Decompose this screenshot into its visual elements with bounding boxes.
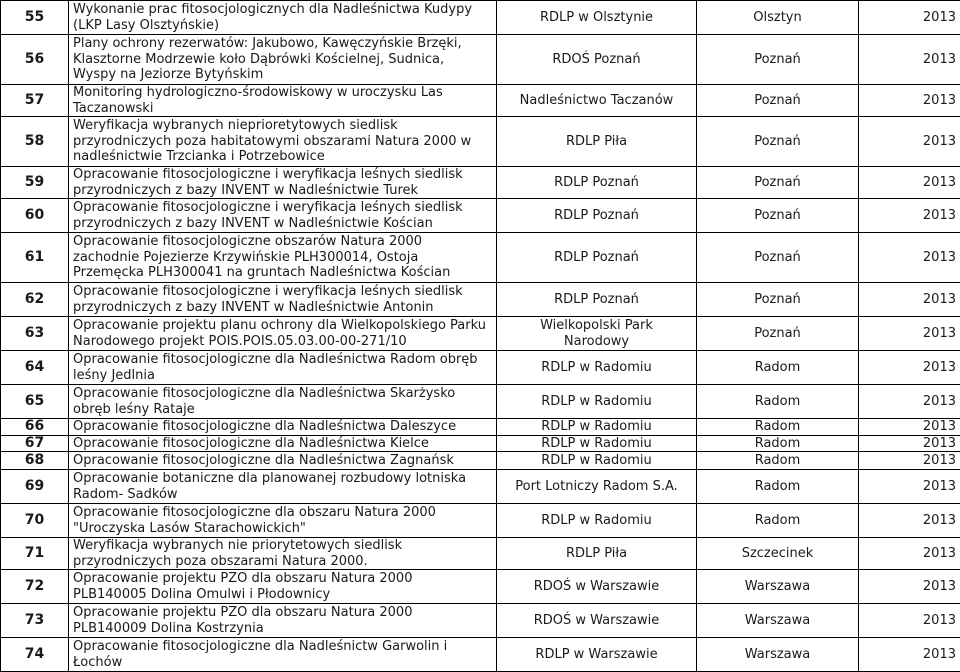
description-line: przyrodniczych poza obszarami Natura 2000. <box>73 554 492 570</box>
project-year: 2013 <box>859 419 960 436</box>
table-row <box>1 351 960 385</box>
description-line: Klasztorne Modrzewie koło Dąbrówki Kościelnej, Sudnica, <box>73 52 492 68</box>
client-name: RDLP w Radomiu <box>497 504 697 538</box>
city-name: Warszawa <box>697 604 859 638</box>
client-name: RDLP Poznań <box>497 233 697 283</box>
city-name: Radom <box>697 452 859 470</box>
description-line: Wyspy na Jeziorze Bytyńskim <box>73 67 492 83</box>
project-description <box>69 504 497 538</box>
project-description <box>69 283 497 317</box>
project-description <box>69 470 497 504</box>
project-description <box>69 570 497 604</box>
project-description <box>69 1 497 35</box>
description-line: Opracowanie fitosocjologiczne dla Nadleśnictwa Radom obręb <box>73 352 492 368</box>
table-row <box>1 604 960 638</box>
project-year: 2013 <box>859 504 960 538</box>
project-description <box>69 117 497 167</box>
project-description <box>69 351 497 385</box>
description-line: Opracowanie fitosocjologiczne dla Nadleśnictwa Skarżysko <box>73 386 492 402</box>
client-name: RDLP w Warszawie <box>497 638 697 672</box>
project-year: 2013 <box>859 317 960 351</box>
project-year: 2013 <box>859 570 960 604</box>
description-line: przyrodniczych z bazy INVENT w Nadleśnictwie Kościan <box>73 216 492 232</box>
description-line: Opracowanie fitosocjologiczne i weryfikacja leśnych siedlisk <box>73 167 492 183</box>
table-row <box>1 199 960 233</box>
client-name: Nadleśnictwo Taczanów <box>497 85 697 117</box>
description-line: nadleśnictwie Trzcianka i Potrzebowice <box>73 149 492 165</box>
description-line: Plany ochrony rezerwatów: Jakubowo, Kawęczyńskie Brzęki, <box>73 36 492 52</box>
city-name: Radom <box>697 385 859 419</box>
city-name: Poznań <box>697 283 859 317</box>
project-description <box>69 435 497 452</box>
project-year: 2013 <box>859 385 960 419</box>
row-number: 61 <box>1 233 69 283</box>
table-row <box>1 117 960 167</box>
city-name: Radom <box>697 470 859 504</box>
project-year: 2013 <box>859 351 960 385</box>
client-name: RDLP Poznań <box>497 283 697 317</box>
city-name: Poznań <box>697 117 859 167</box>
row-number: 57 <box>1 85 69 117</box>
project-description <box>69 199 497 233</box>
description-line: Taczanowski <box>73 101 492 117</box>
description-line: Opracowanie projektu PZO dla obszaru Natura 2000 <box>73 571 492 587</box>
project-description <box>69 538 497 570</box>
description-line: Opracowanie projektu PZO dla obszaru Natura 2000 <box>73 605 492 621</box>
project-year: 2013 <box>859 35 960 85</box>
client-line: Wielkopolski Park <box>501 318 692 334</box>
description-line: Opracowanie fitosocjologiczne i weryfikacja leśnych siedlisk <box>73 284 492 300</box>
project-description <box>69 317 497 351</box>
row-number: 73 <box>1 604 69 638</box>
row-number: 65 <box>1 385 69 419</box>
description-line: Opracowanie projektu planu ochrony dla Wielkopolskiego Parku <box>73 318 492 334</box>
table-row <box>1 452 960 470</box>
description-line: Przemęcka PLH300041 na gruntach Nadleśnictwa Kościan <box>73 265 492 281</box>
client-name: RDLP w Olsztynie <box>497 1 697 35</box>
description-line: Łochów <box>73 655 492 671</box>
client-name: RDLP w Radomiu <box>497 385 697 419</box>
client-name: Port Lotniczy Radom S.A. <box>497 470 697 504</box>
project-description <box>69 385 497 419</box>
table-row <box>1 538 960 570</box>
project-year: 2013 <box>859 85 960 117</box>
description-line: Opracowanie fitosocjologiczne obszarów Natura 2000 <box>73 234 492 250</box>
table-row <box>1 317 960 351</box>
table-row <box>1 504 960 538</box>
project-description <box>69 638 497 672</box>
row-number: 63 <box>1 317 69 351</box>
row-number: 67 <box>1 435 69 452</box>
row-number: 69 <box>1 470 69 504</box>
row-number: 62 <box>1 283 69 317</box>
table-row <box>1 1 960 35</box>
project-description <box>69 233 497 283</box>
description-line: Opracowanie fitosocjologiczne dla Nadleśnictwa Daleszyce <box>73 419 492 435</box>
table-row <box>1 419 960 436</box>
table-row <box>1 283 960 317</box>
project-description <box>69 85 497 117</box>
row-number: 55 <box>1 1 69 35</box>
city-name: Olsztyn <box>697 1 859 35</box>
row-number: 74 <box>1 638 69 672</box>
city-name: Poznań <box>697 85 859 117</box>
project-description <box>69 419 497 436</box>
description-line: Radom- Sadków <box>73 487 492 503</box>
city-name: Szczecinek <box>697 538 859 570</box>
table-row <box>1 435 960 452</box>
table-row <box>1 233 960 283</box>
client-name: RDLP Piła <box>497 538 697 570</box>
client-name: RDOŚ w Warszawie <box>497 604 697 638</box>
client-name: RDLP Poznań <box>497 167 697 199</box>
client-line: Narodowy <box>501 334 692 350</box>
description-line: Opracowanie botaniczne dla planowanej rozbudowy lotniska <box>73 471 492 487</box>
project-year: 2013 <box>859 233 960 283</box>
table-row <box>1 638 960 672</box>
description-line: obręb leśny Rataje <box>73 402 492 418</box>
description-line: Opracowanie fitosocjologiczne dla Nadleśnictwa Kielce <box>73 436 492 452</box>
table-row <box>1 385 960 419</box>
city-name: Radom <box>697 351 859 385</box>
table-row <box>1 470 960 504</box>
project-year: 2013 <box>859 117 960 167</box>
city-name: Radom <box>697 435 859 452</box>
project-year: 2013 <box>859 604 960 638</box>
description-line: "Uroczyska Lasów Starachowickich" <box>73 521 492 537</box>
description-line: Weryfikacja wybranych nie priorytetowych siedlisk <box>73 538 492 554</box>
description-line: (LKP Lasy Olsztyńskie) <box>73 18 492 34</box>
table-row <box>1 167 960 199</box>
client-name: RDOŚ Poznań <box>497 35 697 85</box>
row-number: 66 <box>1 419 69 436</box>
client-name: RDLP w Radomiu <box>497 435 697 452</box>
client-name: RDLP w Radomiu <box>497 419 697 436</box>
table-row <box>1 35 960 85</box>
city-name: Poznań <box>697 35 859 85</box>
description-line: Weryfikacja wybranych nieprioretytowych siedlisk <box>73 118 492 134</box>
city-name: Poznań <box>697 233 859 283</box>
table-row <box>1 85 960 117</box>
row-number: 64 <box>1 351 69 385</box>
project-year: 2013 <box>859 167 960 199</box>
description-line: leśny Jedlnia <box>73 368 492 384</box>
city-name: Poznań <box>697 317 859 351</box>
description-line: Monitoring hydrologiczno-środowiskowy w uroczysku Las <box>73 85 492 101</box>
row-number: 70 <box>1 504 69 538</box>
city-name: Warszawa <box>697 570 859 604</box>
row-number: 56 <box>1 35 69 85</box>
row-number: 59 <box>1 167 69 199</box>
description-line: przyrodniczych z bazy INVENT w Nadleśnictwie Turek <box>73 183 492 199</box>
description-line: Wykonanie prac fitosocjologicznych dla Nadleśnictwa Kudypy <box>73 2 492 18</box>
description-line: Opracowanie fitosocjologiczne dla obszaru Natura 2000 <box>73 505 492 521</box>
description-line: Opracowanie fitosocjologiczne dla Nadleśnictw Garwolin i <box>73 639 492 655</box>
table-row <box>1 570 960 604</box>
city-name: Warszawa <box>697 638 859 672</box>
client-name: RDLP w Radomiu <box>497 351 697 385</box>
projects-table-body <box>1 1 960 672</box>
row-number: 58 <box>1 117 69 167</box>
project-description <box>69 35 497 85</box>
row-number: 71 <box>1 538 69 570</box>
city-name: Poznań <box>697 199 859 233</box>
project-year: 2013 <box>859 435 960 452</box>
project-description <box>69 452 497 470</box>
project-year: 2013 <box>859 283 960 317</box>
city-name: Radom <box>697 419 859 436</box>
description-line: PLB140005 Dolina Omulwi i Płodownicy <box>73 587 492 603</box>
client-name: RDOŚ w Warszawie <box>497 570 697 604</box>
description-line: PLB140009 Dolina Kostrzynia <box>73 621 492 637</box>
project-description <box>69 167 497 199</box>
city-name: Poznań <box>697 167 859 199</box>
project-year: 2013 <box>859 638 960 672</box>
description-line: przyrodniczych poza habitatowymi obszarami Natura 2000 w <box>73 134 492 150</box>
client-name: RDLP w Radomiu <box>497 452 697 470</box>
description-line: zachodnie Pojezierze Krzywińskie PLH300014, Ostoja <box>73 250 492 266</box>
row-number: 72 <box>1 570 69 604</box>
description-line: Narodowego projekt POIS.POIS.05.03.00-00-271/10 <box>73 334 492 350</box>
project-year: 2013 <box>859 470 960 504</box>
client-name <box>497 317 697 351</box>
city-name: Radom <box>697 504 859 538</box>
project-year: 2013 <box>859 538 960 570</box>
description-line: Opracowanie fitosocjologiczne i weryfikacja leśnych siedlisk <box>73 200 492 216</box>
description-line: Opracowanie fitosocjologiczne dla Nadleśnictwa Zagnańsk <box>73 453 492 469</box>
project-year: 2013 <box>859 452 960 470</box>
row-number: 68 <box>1 452 69 470</box>
project-description <box>69 604 497 638</box>
client-name: RDLP Piła <box>497 117 697 167</box>
row-number: 60 <box>1 199 69 233</box>
project-year: 2013 <box>859 1 960 35</box>
client-name: RDLP Poznań <box>497 199 697 233</box>
description-line: przyrodniczych z bazy INVENT w Nadleśnictwie Antonin <box>73 300 492 316</box>
project-year: 2013 <box>859 199 960 233</box>
